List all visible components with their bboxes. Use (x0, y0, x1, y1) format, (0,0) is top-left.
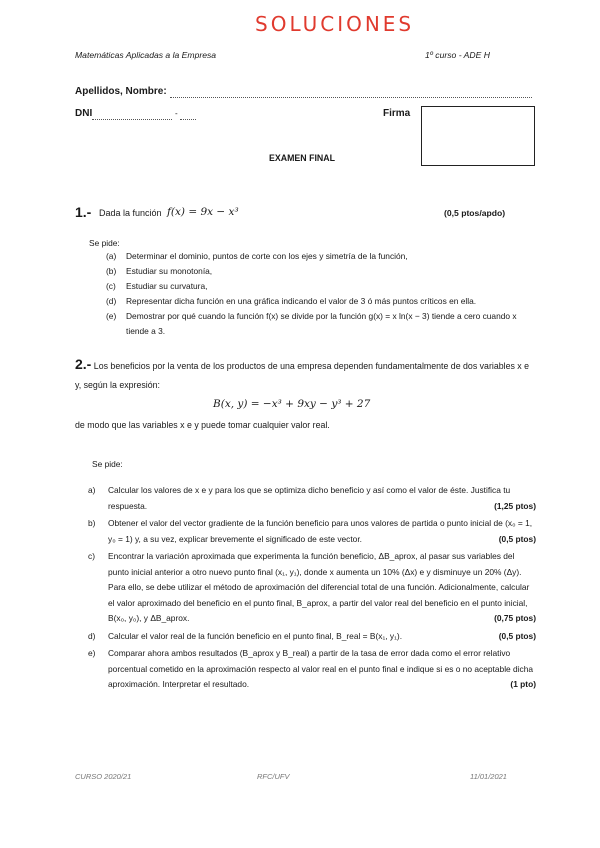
q2-intro: Los beneficios por la venta de los productos de una empresa dependen fundamentalmente de dos variables x e y, según la expresión: (75, 361, 530, 390)
q1-se-pide: Se pide: (89, 238, 120, 248)
q2-item-text (108, 646, 536, 693)
q2-item (88, 629, 536, 645)
q2-item-text (108, 629, 536, 645)
q2-item-label: d) (88, 630, 96, 641)
q1-item-label: (a) (106, 251, 117, 261)
q2-item-label: e) (88, 648, 96, 658)
q1-number: 1.- (75, 204, 92, 220)
q1-item (106, 294, 532, 309)
q2-item-body: Obtener el valor del vector gradiente de la función beneficio para unos valores de partida o punto inicial de (x₀ = 1, y₀ = 1) y, a su vez, explicar brevemente el significado de este vector. (108, 518, 533, 544)
exam-title: EXAMEN FINAL (269, 153, 335, 163)
q1-item-text: Estudiar su monotonía, (126, 266, 213, 276)
q2-item-points: (0,5 ptos) (498, 533, 536, 544)
signature-label: Firma (383, 108, 411, 119)
q2-number: 2.- (75, 356, 92, 372)
q2-item-text (108, 483, 536, 514)
q1-item-text: Representar dicha función en una gráfica indicando el valor de 3 ó más puntos críticos en ella. (126, 296, 477, 306)
handwritten-title: SOLUCIONES (255, 12, 415, 36)
q2-items (88, 483, 536, 693)
q2-item-points: (1,25 ptos) (494, 500, 536, 511)
q2-formula: B(x, y) = −x³ + 9xy − y³ + 27 (213, 398, 371, 410)
q2-intro-block (75, 355, 535, 395)
footer-date: 11/01/2021 (470, 772, 507, 781)
q2-item-body: Encontrar la variación aproximada que experimenta la función beneficio, ΔB_aprox, al pasar sus variables del punto inicial anterior a otro nuevo punto final (x₁, y₁), donde x aumenta un 10% (Δx) e y disminuye un 20% (Δy). Para ello, se debe utilizar el método de aproximación del diferencial total de una función. Adicionalmente, calcular el valor aproximado del beneficio en el punto final, B_aprox, a partir del valor real del beneficio en el punto inicial, B(x₀, y₀), y ΔB_aprox. (108, 551, 530, 623)
footer-center: RFC/UFV (257, 772, 290, 781)
q2-item-points: (1 pto) (510, 679, 536, 689)
q1-statement: Dada la función (99, 208, 162, 218)
q2-item-label: b) (88, 518, 96, 528)
q1-item (106, 309, 532, 339)
course-title: Matemáticas Aplicadas a la Empresa (75, 50, 217, 60)
footer-course: CURSO 2020/21 (75, 772, 132, 781)
q1-item (106, 264, 532, 279)
q1-function: f(x) = 9x − x³ (167, 206, 239, 218)
dni-label: DNI (75, 108, 93, 119)
q1-item-text: Estudiar su curvatura, (126, 281, 208, 291)
q1-item-label: (c) (106, 281, 116, 291)
q2-item-body: Comparar ahora ambos resultados (B_aprox y B_real) a partir de la tasa de error dada como el error relativo porcentual cometido en la aproximación respecto al valor real en el punto final e indique si es o no aceptable dicha aproximación. Interpretar el resultado. (108, 648, 534, 689)
q1-item (106, 279, 532, 294)
q2-item-body: Calcular el valor real de la función beneficio en el punto final, B_real = B(x₁, y₁). (108, 630, 403, 641)
q1-item-label: (d) (106, 296, 117, 306)
q2-item-text (108, 516, 536, 547)
q2-after: de modo que las variables x e y puede tomar cualquier valor real. (75, 420, 330, 430)
q2-item-points: (0,5 ptos) (498, 630, 536, 641)
surname-field[interactable] (170, 96, 532, 98)
q1-points: (0,5 ptos/apdo) (444, 208, 506, 218)
q2-item (88, 516, 536, 547)
q2-item-body: Calcular los valores de x e y para los que se optimiza dicho beneficio y así como el valor de éste. Justifica tu respuesta. (108, 485, 511, 511)
dni-letter-field[interactable] (180, 118, 196, 120)
q2-item (88, 549, 536, 627)
q2-item-text (108, 549, 536, 627)
q1-item-text: Determinar el dominio, puntos de corte con los ejes y simetría de la función, (126, 251, 408, 261)
q2-item (88, 483, 536, 514)
q1-item (106, 249, 532, 264)
q2-item-points: (0,75 ptos) (494, 613, 536, 623)
q2-se-pide: Se pide: (92, 459, 123, 469)
q2-item-label: c) (88, 551, 95, 561)
dni-field[interactable] (92, 118, 172, 120)
surname-label: Apellidos, Nombre: (75, 86, 167, 97)
course-group: 1º curso - ADE H (425, 50, 490, 60)
q2-item-label: a) (88, 485, 96, 495)
q1-items (106, 249, 532, 339)
q2-item (88, 646, 536, 693)
signature-box[interactable] (421, 106, 535, 166)
q1-item-label: (b) (106, 266, 117, 276)
dni-suffix: - (175, 109, 178, 118)
q1-item-label: (e) (106, 311, 117, 321)
q1-item-text: Demostrar por qué cuando la función f(x) se divide por la función g(x) = x ln(x − 3) tiende a cero cuando x tiende a 3. (126, 311, 517, 336)
